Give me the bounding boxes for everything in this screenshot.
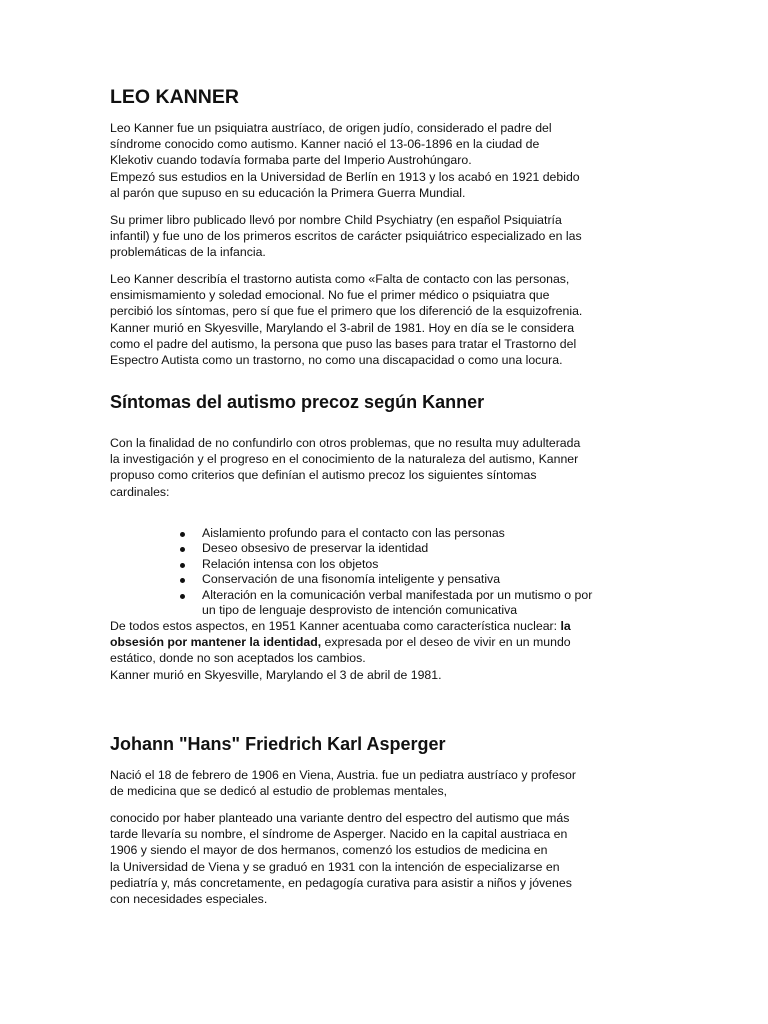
list-item bbox=[180, 557, 660, 572]
emphasis-text: la bbox=[560, 619, 571, 633]
text-line: tarde llevaría su nombre, el síndrome de Asperger. Nacido en la capital austriaca en bbox=[110, 827, 568, 842]
text-run: De todos estos aspectos, en 1951 Kanner acentuaba como característica nuclear: bbox=[110, 619, 561, 633]
text-line: Espectro Autista como un trastorno, no como una discapacidad o como una locura. bbox=[110, 353, 563, 368]
text-line: Nació el 18 de febrero de 1906 en Viena, Austria. fue un pediatra austríaco y profesor bbox=[110, 768, 576, 782]
text-line: Leo Kanner fue un psiquiatra austríaco, de origen judío, considerado el padre del bbox=[110, 121, 552, 135]
list-item bbox=[180, 588, 660, 619]
paragraph-sintomas-conclusion bbox=[110, 618, 658, 683]
list-item-text: Aislamiento profundo para el contacto con las personas bbox=[202, 526, 505, 540]
text-line: al parón que supuso en su educación la Primera Guerra Mundial. bbox=[110, 185, 466, 200]
text-line: Leo Kanner describía el trastorno autista como «Falta de contacto con las personas, bbox=[110, 272, 570, 286]
paragraph-kanner-bio bbox=[110, 120, 658, 201]
text-line: cardinales: bbox=[110, 484, 170, 499]
bullet-icon bbox=[180, 578, 185, 583]
text-line: percibió los síntomas, pero sí que fue el primero que los diferenció de la esquizofrenia. bbox=[110, 304, 583, 319]
text-line: problemáticas de la infancia. bbox=[110, 245, 266, 260]
paragraph-sintomas-intro bbox=[110, 435, 658, 500]
text-line: Con la finalidad de no confundirlo con otros problemas, que no resulta muy adulterada bbox=[110, 436, 581, 450]
text-line: propuso como criterios que definían el autismo precoz los siguientes síntomas bbox=[110, 468, 537, 483]
text-line bbox=[110, 618, 658, 634]
text-line: la Universidad de Viena y se graduó en 1931 con la intención de especializarse en bbox=[110, 859, 560, 874]
section-title-sintomas: Síntomas del autismo precoz según Kanner bbox=[110, 392, 485, 412]
text-line: con necesidades especiales. bbox=[110, 892, 268, 907]
list-item-text: un tipo de lenguaje desprovisto de intención comunicativa bbox=[202, 603, 518, 618]
list-item bbox=[180, 541, 660, 556]
paragraph-kanner-book bbox=[110, 212, 658, 261]
emphasis-text: obsesión por mantener la identidad, bbox=[110, 635, 322, 650]
list-item bbox=[180, 526, 660, 541]
section-title-leo-kanner: LEO KANNER bbox=[110, 86, 239, 108]
text-line bbox=[110, 634, 658, 650]
text-line: Kanner murió en Skyesville, Marylando el 3-abril de 1981. Hoy en día se le considera bbox=[110, 320, 575, 335]
paragraph-asperger-birth bbox=[110, 767, 658, 799]
paragraph-kanner-description bbox=[110, 271, 658, 368]
text-line: Kanner murió en Skyesville, Marylando el 3 de abril de 1981. bbox=[110, 667, 442, 682]
text-line: Empezó sus estudios en la Universidad de Berlín en 1913 y los acabó en 1921 debido bbox=[110, 169, 580, 184]
bullet-icon bbox=[180, 594, 185, 599]
section-title-asperger: Johann "Hans" Friedrich Karl Asperger bbox=[110, 734, 446, 754]
text-line: como el padre del autismo, la persona que puso las bases para tratar el Trastorno del bbox=[110, 336, 577, 351]
text-line: Su primer libro publicado llevó por nombre Child Psychiatry (en español Psiquiatría bbox=[110, 213, 562, 227]
text-line: de medicina que se dedicó al estudio de problemas mentales, bbox=[110, 784, 448, 799]
bullet-icon bbox=[180, 532, 185, 537]
text-line: infantil) y fue uno de los primeros escritos de carácter psiquiátrico especializado en las bbox=[110, 229, 582, 244]
list-item bbox=[180, 572, 660, 587]
bullet-icon bbox=[180, 547, 185, 552]
text-line: la investigación y el progreso en el conocimiento de la naturaleza del autismo, Kanner bbox=[110, 452, 579, 467]
text-line: ensimismamiento y soledad emocional. No fue el primer médico o psiquiatra que bbox=[110, 288, 550, 303]
text-line: síndrome conocido como autismo. Kanner nació el 13-06-1896 en la ciudad de bbox=[110, 137, 540, 152]
list-item-text: Relación intensa con los objetos bbox=[202, 556, 379, 571]
list-item-text: Conservación de una fisonomía inteligente y pensativa bbox=[202, 572, 501, 587]
list-item-text: Alteración en la comunicación verbal manifestada por un mutismo o por bbox=[202, 587, 593, 602]
text-line: pediatría y, más concretamente, en pedagogía curativa para asistir a niños y jóvenes bbox=[110, 875, 572, 890]
symptom-list bbox=[180, 526, 660, 618]
text-run: expresada por el deseo de vivir en un mundo bbox=[321, 635, 571, 650]
paragraph-asperger-bio bbox=[110, 810, 658, 907]
text-line: Klekotiv cuando todavía formaba parte del Imperio Austrohúngaro. bbox=[110, 153, 472, 168]
text-line: 1906 y siendo el mayor de dos hermanos, comenzó los estudios de medicina en bbox=[110, 843, 548, 858]
text-line: estático, donde no son aceptados los cambios. bbox=[110, 651, 366, 666]
text-line: conocido por haber planteado una variante dentro del espectro del autismo que más bbox=[110, 811, 570, 825]
bullet-icon bbox=[180, 563, 185, 568]
list-item-text: Deseo obsesivo de preservar la identidad bbox=[202, 541, 429, 556]
